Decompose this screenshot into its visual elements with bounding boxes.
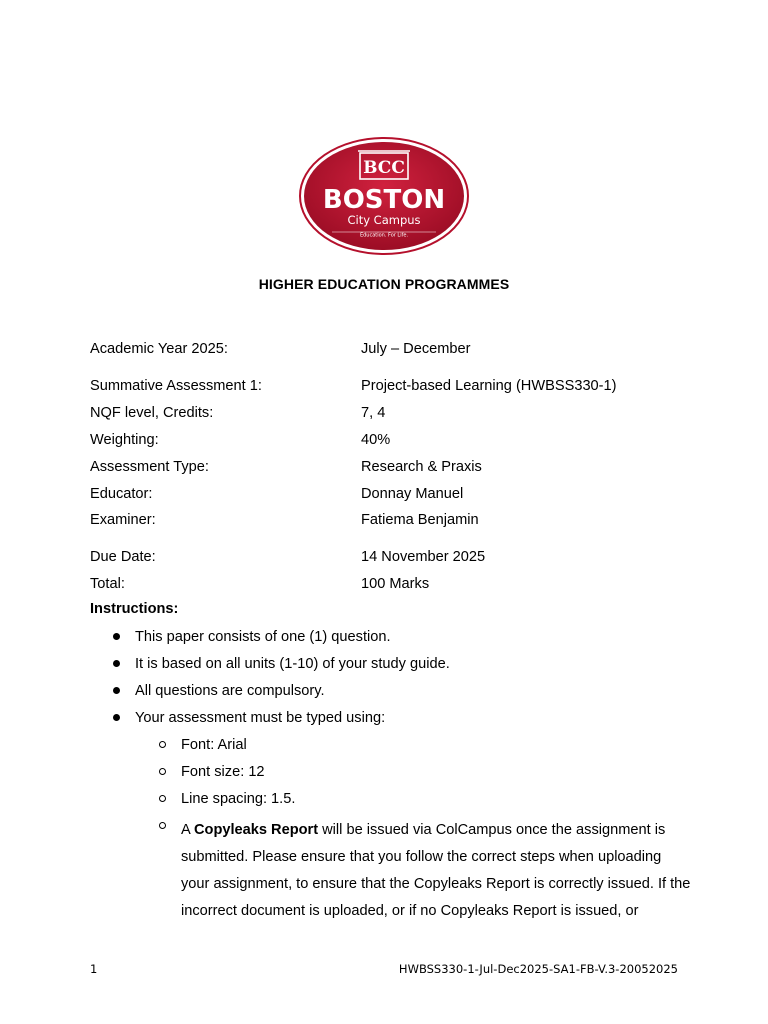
detail-label: Total: bbox=[90, 576, 125, 592]
detail-label: Weighting: bbox=[90, 432, 159, 448]
logo-tagline: Education. For Life. bbox=[359, 232, 409, 239]
detail-value: 40% bbox=[361, 432, 391, 448]
instruction-item: This paper consists of one (1) question. bbox=[135, 629, 391, 645]
detail-label: Academic Year 2025: bbox=[90, 341, 228, 357]
copyleaks-text: will be issued via ColCampus once the assignment is submitted. Please ensure that you follow the correct steps when uploading your assignment, to ensure that the Copyleaks Report is correctly issued. If the incorrect document is uploaded, or if no Copyleaks Report is issued, or bbox=[181, 822, 691, 919]
logo-monogram: BCC bbox=[363, 158, 405, 178]
detail-value: Research & Praxis bbox=[361, 459, 482, 475]
detail-value: 100 Marks bbox=[361, 576, 430, 592]
instruction-sub-item: Font size: 12 bbox=[181, 764, 265, 780]
page-title: HIGHER EDUCATION PROGRAMMES bbox=[258, 276, 510, 292]
logo-name: BOSTON bbox=[322, 185, 446, 215]
copyleaks-instruction bbox=[181, 817, 691, 925]
detail-label: Summative Assessment 1: bbox=[90, 378, 262, 394]
circle-bullet-icon bbox=[159, 741, 166, 748]
detail-label: Assessment Type: bbox=[90, 459, 209, 475]
instruction-item: It is based on all units (1-10) of your study guide. bbox=[135, 656, 450, 672]
logo-campus: City Campus bbox=[347, 213, 421, 227]
copyleaks-report-bold: Copyleaks Report bbox=[193, 822, 319, 838]
bullet-icon bbox=[113, 714, 120, 721]
circle-bullet-icon bbox=[159, 795, 166, 802]
detail-label: Due Date: bbox=[90, 549, 156, 565]
detail-label: Examiner: bbox=[90, 512, 156, 528]
detail-value: Project-based Learning (HWBSS330-1) bbox=[361, 378, 617, 394]
detail-label: Educator: bbox=[90, 486, 153, 502]
boston-city-campus-logo bbox=[298, 136, 470, 256]
bullet-icon bbox=[113, 660, 120, 667]
bullet-icon bbox=[113, 687, 120, 694]
detail-label: NQF level, Credits: bbox=[90, 405, 214, 421]
detail-value: 14 November 2025 bbox=[361, 549, 486, 565]
copyleaks-prefix: A bbox=[181, 822, 194, 838]
detail-value: Donnay Manuel bbox=[361, 486, 464, 502]
detail-value: 7, 4 bbox=[361, 405, 386, 421]
bullet-icon bbox=[113, 633, 120, 640]
instructions-heading: Instructions: bbox=[90, 601, 179, 617]
circle-bullet-icon bbox=[159, 768, 166, 775]
instruction-item: Your assessment must be typed using: bbox=[135, 710, 386, 726]
instruction-item: All questions are compulsory. bbox=[135, 683, 325, 699]
page-number: 1 bbox=[90, 962, 98, 976]
detail-value: Fatiema Benjamin bbox=[361, 512, 479, 528]
instruction-sub-item: Font: Arial bbox=[181, 737, 247, 753]
detail-value: July – December bbox=[361, 341, 471, 357]
document-code: HWBSS330-1-Jul-Dec2025-SA1-FB-V.3-20052025 bbox=[398, 962, 678, 976]
instruction-sub-item: Line spacing: 1.5. bbox=[181, 791, 296, 807]
circle-bullet-icon bbox=[159, 822, 166, 829]
